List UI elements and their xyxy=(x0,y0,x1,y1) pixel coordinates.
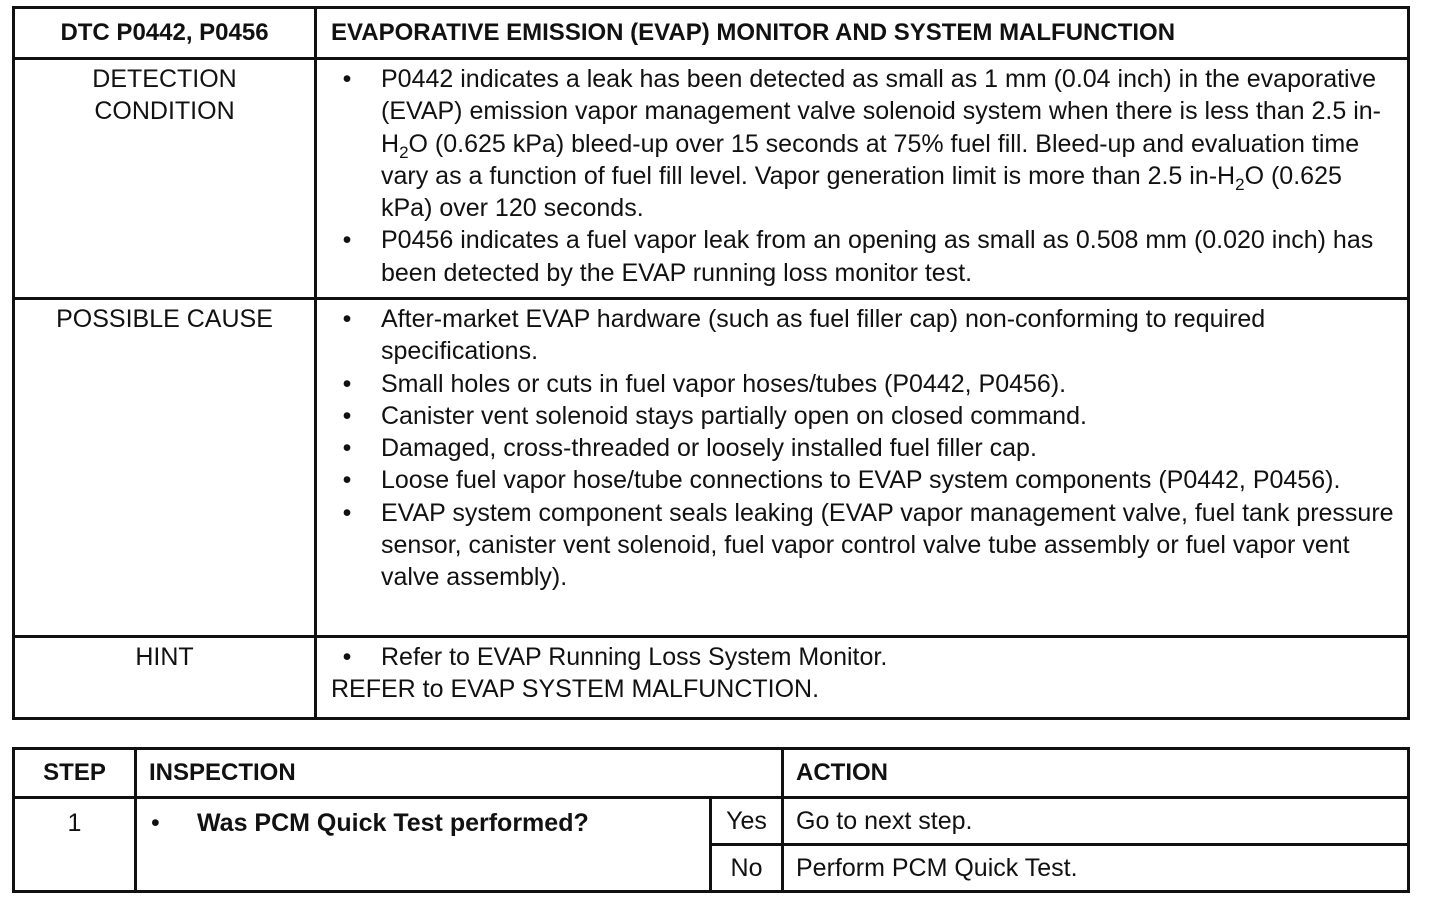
list-item: • EVAP system component seals leaking (EVAP vapor management valve, fuel tank pressure sensor, canister vent solenoid, fuel vapor control valve tube assembly or fuel vapor vent valve assembly). xyxy=(331,497,1397,594)
action-header: ACTION xyxy=(783,749,1409,798)
possible-cause-list xyxy=(331,303,1397,594)
dtc-title: EVAPORATIVE EMISSION (EVAP) MONITOR AND SYSTEM MALFUNCTION xyxy=(316,8,1409,59)
bullet-icon: • xyxy=(342,65,352,93)
possible-cause-row xyxy=(14,299,1409,637)
bullet-icon: • xyxy=(342,369,352,398)
bullet-icon: • xyxy=(342,643,352,671)
hint-row xyxy=(14,637,1409,719)
list-item: • After-market EVAP hardware (such as fuel filler cap) non-conforming to required specifications. xyxy=(331,303,1397,368)
steps-header-row xyxy=(14,749,1409,798)
dtc-header-row xyxy=(14,8,1409,59)
detection-label-line2: CONDITION xyxy=(94,97,235,125)
hint-content xyxy=(316,637,1409,719)
detection-label-line1: DETECTION xyxy=(92,65,237,93)
step-header: STEP xyxy=(14,749,136,798)
bullet-icon: • xyxy=(342,466,352,495)
table-row xyxy=(14,798,1409,845)
list-item: • Damaged, cross-threaded or loosely installed fuel filler cap. xyxy=(331,432,1397,464)
dtc-code: DTC P0442, P0456 xyxy=(14,8,316,59)
bullet-icon: • xyxy=(151,809,160,837)
bullet-icon: • xyxy=(342,305,352,333)
detection-condition-label xyxy=(14,59,316,299)
hint-list xyxy=(331,641,1397,673)
list-item: • P0456 indicates a fuel vapor leak from an opening as small as 0.508 mm (0.020 inch) has been detected by the EVAP running loss monitor test. xyxy=(331,224,1397,289)
inspection-question: • Was PCM Quick Test performed? xyxy=(136,798,711,892)
bullet-icon: • xyxy=(342,498,352,527)
inspection-header: INSPECTION xyxy=(136,749,783,798)
bullet-icon: • xyxy=(342,434,352,463)
step-number: 1 xyxy=(14,798,136,892)
action-yes: Go to next step. xyxy=(783,798,1409,845)
action-no: Perform PCM Quick Test. xyxy=(783,845,1409,892)
inspection-steps-table xyxy=(12,747,1410,893)
bullet-icon: • xyxy=(342,401,352,430)
list-item: • Small holes or cuts in fuel vapor hoses/tubes (P0442, P0456). xyxy=(331,368,1397,400)
hint-label: HINT xyxy=(14,637,316,719)
list-item: • P0442 indicates a leak has been detected as small as 1 mm (0.04 inch) in the evaporative (EVAP) emission vapor management valve solenoid system when there is less than 2.5 $in-H_2O$ (0.625 kPa) bleed-up over 15 seconds at 75% fuel fill. Bleed-up and evaluation time vary as a function of fuel fill level. Vapor generation limit is more than 2.5 $in-H_2O$ (0.625 kPa) over 120 seconds. xyxy=(331,63,1397,224)
dtc-table xyxy=(12,6,1410,720)
bullet-icon: • xyxy=(342,226,352,255)
possible-cause-content xyxy=(316,299,1409,637)
possible-cause-label: POSSIBLE CAUSE xyxy=(14,299,316,637)
detection-condition-content xyxy=(316,59,1409,299)
hint-refer-text: REFER to EVAP SYSTEM MALFUNCTION. xyxy=(331,675,820,704)
list-item: • Canister vent solenoid stays partially open on closed command. xyxy=(331,400,1397,432)
list-item: • Loose fuel vapor hose/tube connections to EVAP system components (P0442, P0456). xyxy=(331,464,1397,496)
answer-no: No xyxy=(711,845,783,892)
detection-list xyxy=(331,63,1397,289)
answer-yes: Yes xyxy=(711,798,783,845)
detection-condition-row xyxy=(14,59,1409,299)
list-item: • Refer to EVAP Running Loss System Monitor. xyxy=(331,641,1397,673)
